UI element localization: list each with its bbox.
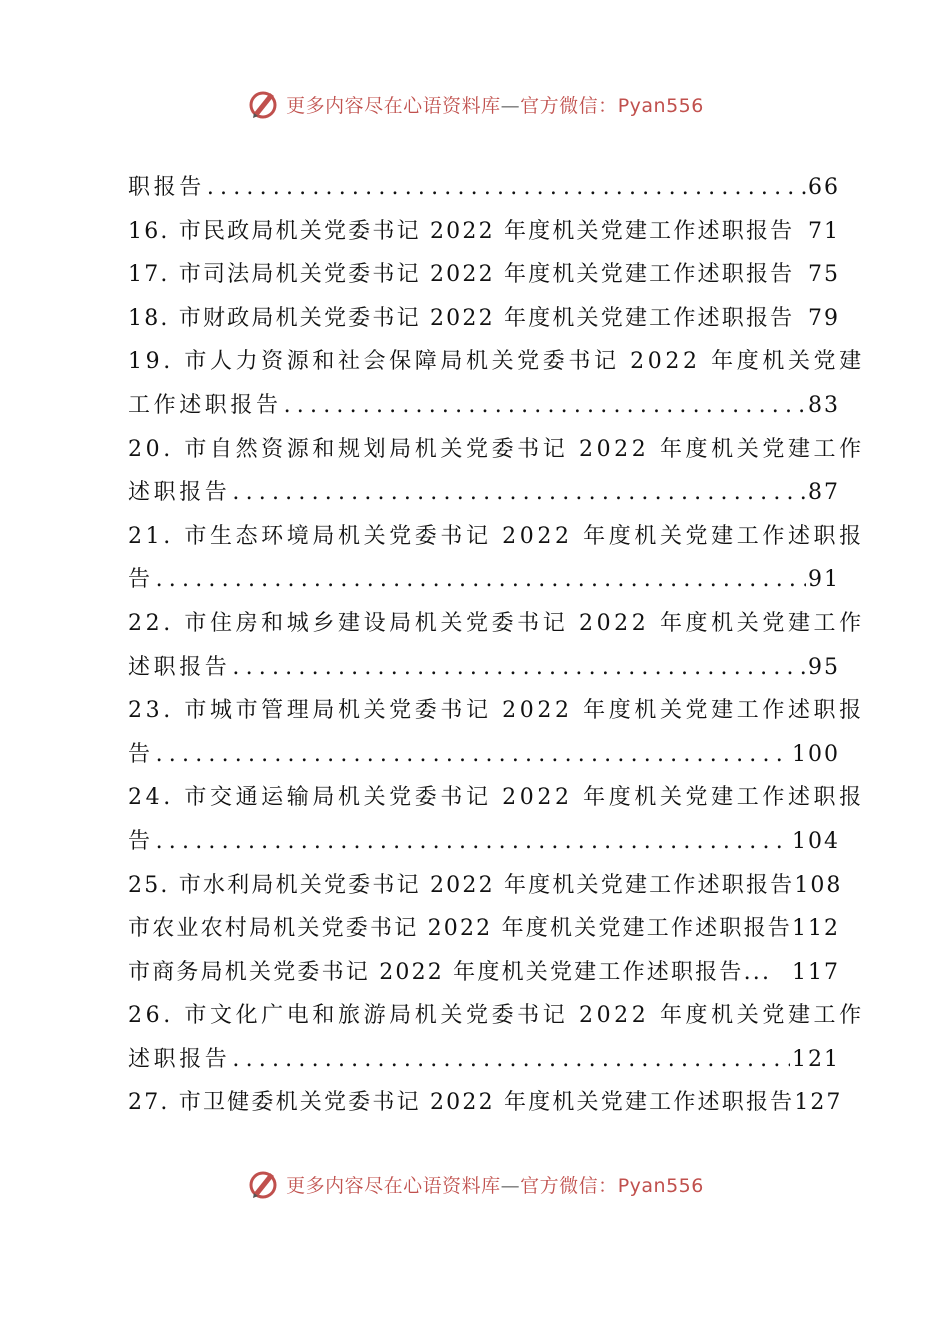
toc-entry[interactable]: 27. 市卫健委机关党委书记 2022 年度机关党建工作述职报告 127: [128, 1090, 843, 1116]
footer-promo-banner: [0, 1164, 950, 1204]
toc-entry[interactable]: 述职报告 ..... 95: [128, 646, 840, 690]
footer-promo-text: 更多内容尽在心语资料库—官方微信：Pyan556: [286, 1174, 704, 1197]
toc-entry[interactable]: 22. 市住房和城乡建设局机关党委书记 2022 年度机关党建工作: [128, 610, 865, 636]
toc-entry[interactable]: 告 ..... 104: [128, 820, 840, 864]
toc-entry[interactable]: 25. 市水利局机关党委书记 2022 年度机关党建工作述职报告 108: [128, 872, 843, 898]
toc-entry[interactable]: 市商务局机关党委书记 2022 年度机关党建工作述职报告... 117: [128, 959, 840, 985]
toc-entry[interactable]: 17. 市司法局机关党委书记 2022 年度机关党建工作述职报告 75: [128, 262, 840, 288]
toc-entry[interactable]: 18. 市财政局机关党委书记 2022 年度机关党建工作述职报告 79: [128, 305, 840, 331]
toc-entry[interactable]: 市农业农村局机关党委书记 2022 年度机关党建工作述职报告 112: [128, 916, 840, 942]
toc-entry[interactable]: 21. 市生态环境局机关党委书记 2022 年度机关党建工作述职报: [128, 523, 865, 549]
toc-entry[interactable]: 告 ..... 91: [128, 558, 840, 602]
toc-entry[interactable]: 20. 市自然资源和规划局机关党委书记 2022 年度机关党建工作: [128, 436, 865, 462]
toc-entry[interactable]: 24. 市交通运输局机关党委书记 2022 年度机关党建工作述职报: [128, 785, 865, 811]
toc-entry[interactable]: 述职报告 ..... 121: [128, 1038, 840, 1082]
header-promo-text: 更多内容尽在心语资料库—官方微信：Pyan556: [286, 94, 704, 117]
toc-entry[interactable]: 19. 市人力资源和社会保障局机关党委书记 2022 年度机关党建: [128, 349, 865, 375]
toc-entry[interactable]: 述职报告 ..... 87: [128, 471, 840, 515]
toc-entry[interactable]: 工作述职报告 ..... 83: [128, 384, 840, 428]
toc-entry[interactable]: 职报告 ..... 66: [128, 166, 840, 210]
toc-entry[interactable]: 16. 市民政局机关党委书记 2022 年度机关党建工作述职报告 71: [128, 218, 840, 244]
pen-logo-icon: [246, 1167, 280, 1201]
table-of-contents: [128, 166, 865, 1125]
toc-entry[interactable]: 告 ..... 100: [128, 733, 840, 777]
header-promo-banner: [0, 84, 950, 124]
pen-logo-icon: [246, 87, 280, 121]
toc-entry[interactable]: 26. 市文化广电和旅游局机关党委书记 2022 年度机关党建工作: [128, 1003, 865, 1029]
toc-entry[interactable]: 23. 市城市管理局机关党委书记 2022 年度机关党建工作述职报: [128, 698, 865, 724]
